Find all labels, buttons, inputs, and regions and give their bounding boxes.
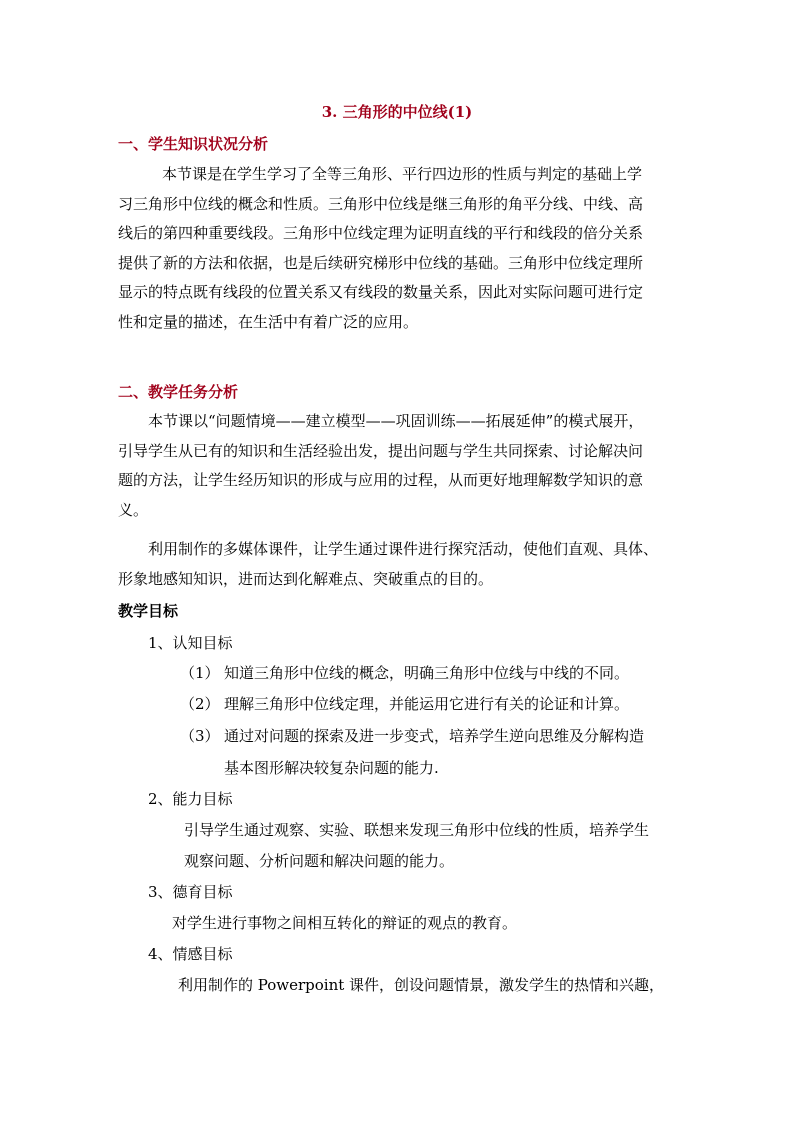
item-text: 理解三角形中位线定理，并能运用它进行有关的论证和计算。 bbox=[224, 695, 630, 713]
cognitive-goal-item bbox=[180, 726, 644, 746]
cognitive-goal-label: 1、认知目标 bbox=[148, 634, 233, 652]
item-text: 通过对问题的探索及进一步变式，培养学生逆向思维及分解构造 bbox=[224, 727, 645, 745]
paragraph-line: 习三角形中位线的概念和性质。三角形中位线是继三角形的角平分线、中线、高 bbox=[118, 194, 644, 213]
section-heading-student-knowledge: 一、学生知识状况分析 bbox=[118, 135, 269, 153]
section1-paragraph bbox=[118, 160, 688, 337]
cognitive-goal-item bbox=[180, 663, 629, 683]
cognitive-goal-item bbox=[180, 694, 629, 714]
goals-heading: 教学目标 bbox=[118, 602, 179, 620]
ability-goal-line: 观察问题、分析问题和解决问题的能力。 bbox=[184, 852, 455, 870]
moral-goal-text: 对学生进行事物之间相互转化的辩证的观点的教育。 bbox=[172, 914, 518, 932]
item-number: （2） bbox=[180, 695, 220, 713]
ability-goal-line: 引导学生通过观察、实验、联想来发现三角形中位线的性质，培养学生 bbox=[184, 821, 650, 839]
section2-paragraph-2 bbox=[118, 535, 688, 594]
item-number: （1） bbox=[180, 664, 220, 682]
ability-goal-label: 2、能力目标 bbox=[148, 790, 233, 808]
paragraph-line: 题的方法，让学生经历知识的形成与应用的过程，从而更好地理解数学知识的意 bbox=[118, 471, 644, 489]
paragraph-line: 本节课以“问题情境——建立模型——巩固训练——拓展延伸”的模式展开， bbox=[148, 412, 644, 430]
item-number: （3） bbox=[180, 727, 220, 745]
document-title: 3. 三角形的中位线(1) bbox=[321, 103, 473, 121]
paragraph-line: 提供了新的方法和依据，也是后续研究梯形中位线的基础。三角形中位线定理所 bbox=[118, 253, 644, 272]
cognitive-goal-item-continuation: 基本图形解决较复杂问题的能力. bbox=[224, 759, 439, 777]
emotion-goal-text: 利用制作的 Powerpoint 课件，创设问题情景，激发学生的热情和兴趣， bbox=[178, 976, 665, 994]
paragraph-line: 线后的第四种重要线段。三角形中位线定理为证明直线的平行和线段的倍分关系 bbox=[118, 224, 644, 242]
moral-goal-label: 3、德育目标 bbox=[148, 883, 233, 901]
item-text: 知道三角形中位线的概念，明确三角形中位线与中线的不同。 bbox=[224, 664, 630, 682]
paragraph-line: 形象地感知知识，进而达到化解难点、突破重点的目的。 bbox=[118, 569, 494, 588]
paragraph-line: 本节课是在学生学习了全等三角形、平行四边形的性质与判定的基础上学 bbox=[162, 165, 643, 183]
emotion-goal-label: 4、情感目标 bbox=[148, 945, 233, 963]
paragraph-line: 性和定量的描述，在生活中有着广泛的应用。 bbox=[118, 312, 419, 331]
paragraph-line: 义。 bbox=[118, 500, 149, 519]
section-heading-teaching-task: 二、教学任务分析 bbox=[118, 383, 239, 401]
section2-paragraph-1 bbox=[118, 407, 688, 525]
paragraph-line: 引导学生从已有的知识和生活经验出发，提出问题与学生共同探索、讨论解决问 bbox=[118, 441, 644, 460]
paragraph-line: 利用制作的多媒体课件，让学生通过课件进行探究活动，使他们直观、具体、 bbox=[148, 540, 659, 558]
paragraph-line: 显示的特点既有线段的位置关系又有线段的数量关系，因此对实际问题可进行定 bbox=[118, 283, 644, 301]
